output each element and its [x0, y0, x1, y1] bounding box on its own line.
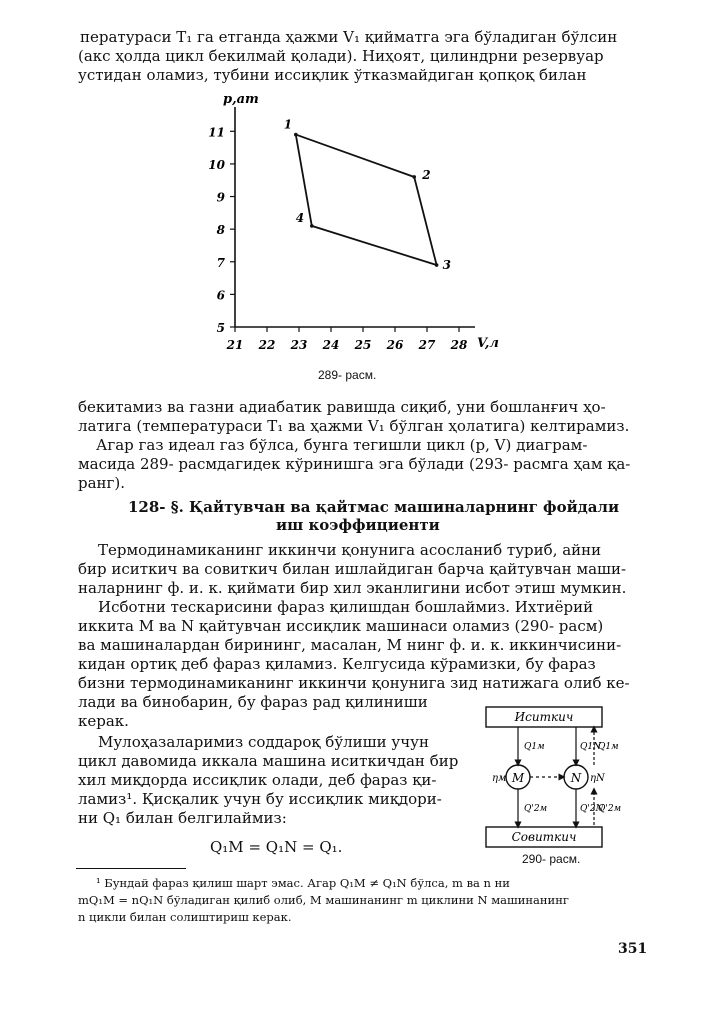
page-number: 351	[618, 941, 648, 957]
machine-m-label: M	[511, 771, 525, 785]
text-line: бекитамиз ва газни адиабатик равишда сиқиб, уни бошланғич ҳо-	[78, 398, 606, 416]
q2n-label: Q'2N	[580, 804, 604, 814]
cycle-point-label: 3	[442, 258, 451, 273]
text-line: Мулоҳазаларимиз соддароқ бўлиши учун	[98, 733, 429, 751]
eta-n-label: ηN	[590, 773, 605, 784]
heater-label: Иситкич	[514, 710, 574, 724]
y-tick-label: 5	[216, 321, 225, 335]
cycle-point	[310, 224, 314, 228]
text-line: ператураси T₁ га етганда ҳажми V₁ қийматга эга бўладиган бўлсин	[80, 28, 618, 46]
text-line: бир иситкич ва совиткич билан ишлайдиган барча қайтувчан маши-	[78, 560, 627, 578]
x-tick-label: 25	[354, 338, 372, 352]
text-line: хил миқдорда иссиқлик олади, деб фараз қи-	[78, 771, 437, 789]
x-tick-label: 27	[418, 338, 436, 352]
y-axis-label: p,am	[223, 95, 259, 107]
footnote-rule	[76, 868, 186, 869]
footnote-line: mQ₁M = nQ₁N бўладиган қилиб олиб, M машинанинг m циклини N машинанинг	[78, 893, 569, 907]
text-line: Термодинамиканинг иккинчи қонунига асосланиб туриб, айни	[98, 541, 602, 559]
y-tick-label: 7	[216, 255, 225, 270]
text-line: иккита M ва N қайтувчан иссиқлик машинаси оламиз (290- расм)	[78, 617, 604, 635]
text-line: Исботни тескарисини фараз қилишдан бошлаймиз. Ихтиёрий	[98, 598, 594, 616]
y-tick-label: 9	[216, 190, 225, 205]
cycle-point	[435, 263, 439, 267]
q2m-label: Q'2м	[524, 804, 548, 814]
figure-290-caption: 290- расм.	[522, 852, 581, 866]
figure-289-chart	[195, 95, 515, 375]
cooler-label: Совиткич	[511, 830, 577, 844]
text-line: Агар газ идеал газ бўлса, бунга тегишли цикл (p, V) диаграм-	[96, 436, 588, 454]
text-line: ламиз¹. Қисқалик учун бу иссиқлик миқдори-	[78, 790, 442, 808]
footnote-line: n цикли билан солиштириш керак.	[78, 910, 292, 924]
cycle-point	[294, 133, 298, 137]
text-line: наларнинг ф. и. к. қиймати бир хил эканлигини исбот этиш мумкин.	[78, 579, 627, 597]
text-line: цикл давомида иккала машина иситкичдан бир	[78, 752, 459, 770]
text-line: кидан ортиқ деб фараз қиламиз. Келгусида кўрамизки, бу фараз	[78, 655, 596, 673]
cycle-point	[412, 175, 416, 179]
text-line: латига (температураси T₁ ва ҳажми V₁ бўлган ҳолатига) келтирамиз.	[78, 417, 630, 435]
cycle-point-label: 2	[422, 167, 431, 182]
text-line: лади ва бинобарин, бу фараз рад қилиниши	[78, 693, 428, 711]
text-line: керак.	[78, 712, 129, 730]
text-line: масида 289- расмдагидек кўринишга эга бўлади (293- расмга ҳам қа-	[78, 455, 631, 473]
y-tick-label: 8	[216, 223, 225, 238]
machine-n-label: N	[570, 771, 582, 785]
text-line: бизни термодинамиканинг иккинчи қонунига зид натижага олиб ке-	[78, 674, 630, 692]
x-tick-label: 23	[290, 338, 308, 352]
eta-m-label: ηм	[492, 773, 507, 784]
x-axis-label: V,л	[477, 336, 499, 351]
q2n-right-label: Q'2м	[598, 804, 622, 814]
cycle-point-label: 4	[295, 210, 305, 225]
q1n-label: Q1N	[580, 742, 601, 752]
figure-290-diagram	[478, 705, 638, 865]
text-line: (акс ҳолда цикл бекилмай қолади). Ниҳоят, цилиндрни резервуар	[78, 47, 604, 65]
cycle-path	[296, 135, 437, 265]
section-title: 128- §. Қайтувчан ва қайтмас машиналарнинг фойдали	[128, 498, 620, 516]
x-tick-label: 24	[322, 338, 340, 352]
text-line: ранг).	[78, 474, 126, 492]
equation: Q₁M = Q₁N = Q₁.	[210, 838, 343, 856]
x-tick-label: 21	[226, 338, 244, 352]
text-line: ва машиналардан бирининг, масалан, M нинг ф. и. к. иккинчисини-	[78, 636, 622, 654]
y-tick-label: 10	[208, 157, 225, 172]
cycle-point-label: 1	[283, 117, 293, 132]
y-tick-label: 11	[208, 125, 225, 140]
figure-289-caption: 289- расм.	[318, 368, 377, 382]
q1m-label: Q1м	[524, 742, 545, 752]
y-tick-label: 6	[216, 288, 225, 303]
x-tick-label: 26	[386, 338, 404, 352]
text-line: устидан оламиз, тубини иссиқлик ўтказмайдиган қопқоқ билан	[78, 66, 587, 84]
q1n-right-label: Q1м	[598, 742, 619, 752]
footnote-line: ¹ Бундай фараз қилиш шарт эмас. Агар Q₁M ≠ Q₁N бўлса, m ва n ни	[96, 876, 510, 890]
section-title: иш коэффициенти	[276, 516, 440, 534]
x-tick-label: 28	[450, 338, 468, 352]
text-line: ни Q₁ билан белгилаймиз:	[78, 809, 287, 827]
x-tick-label: 22	[258, 338, 276, 352]
